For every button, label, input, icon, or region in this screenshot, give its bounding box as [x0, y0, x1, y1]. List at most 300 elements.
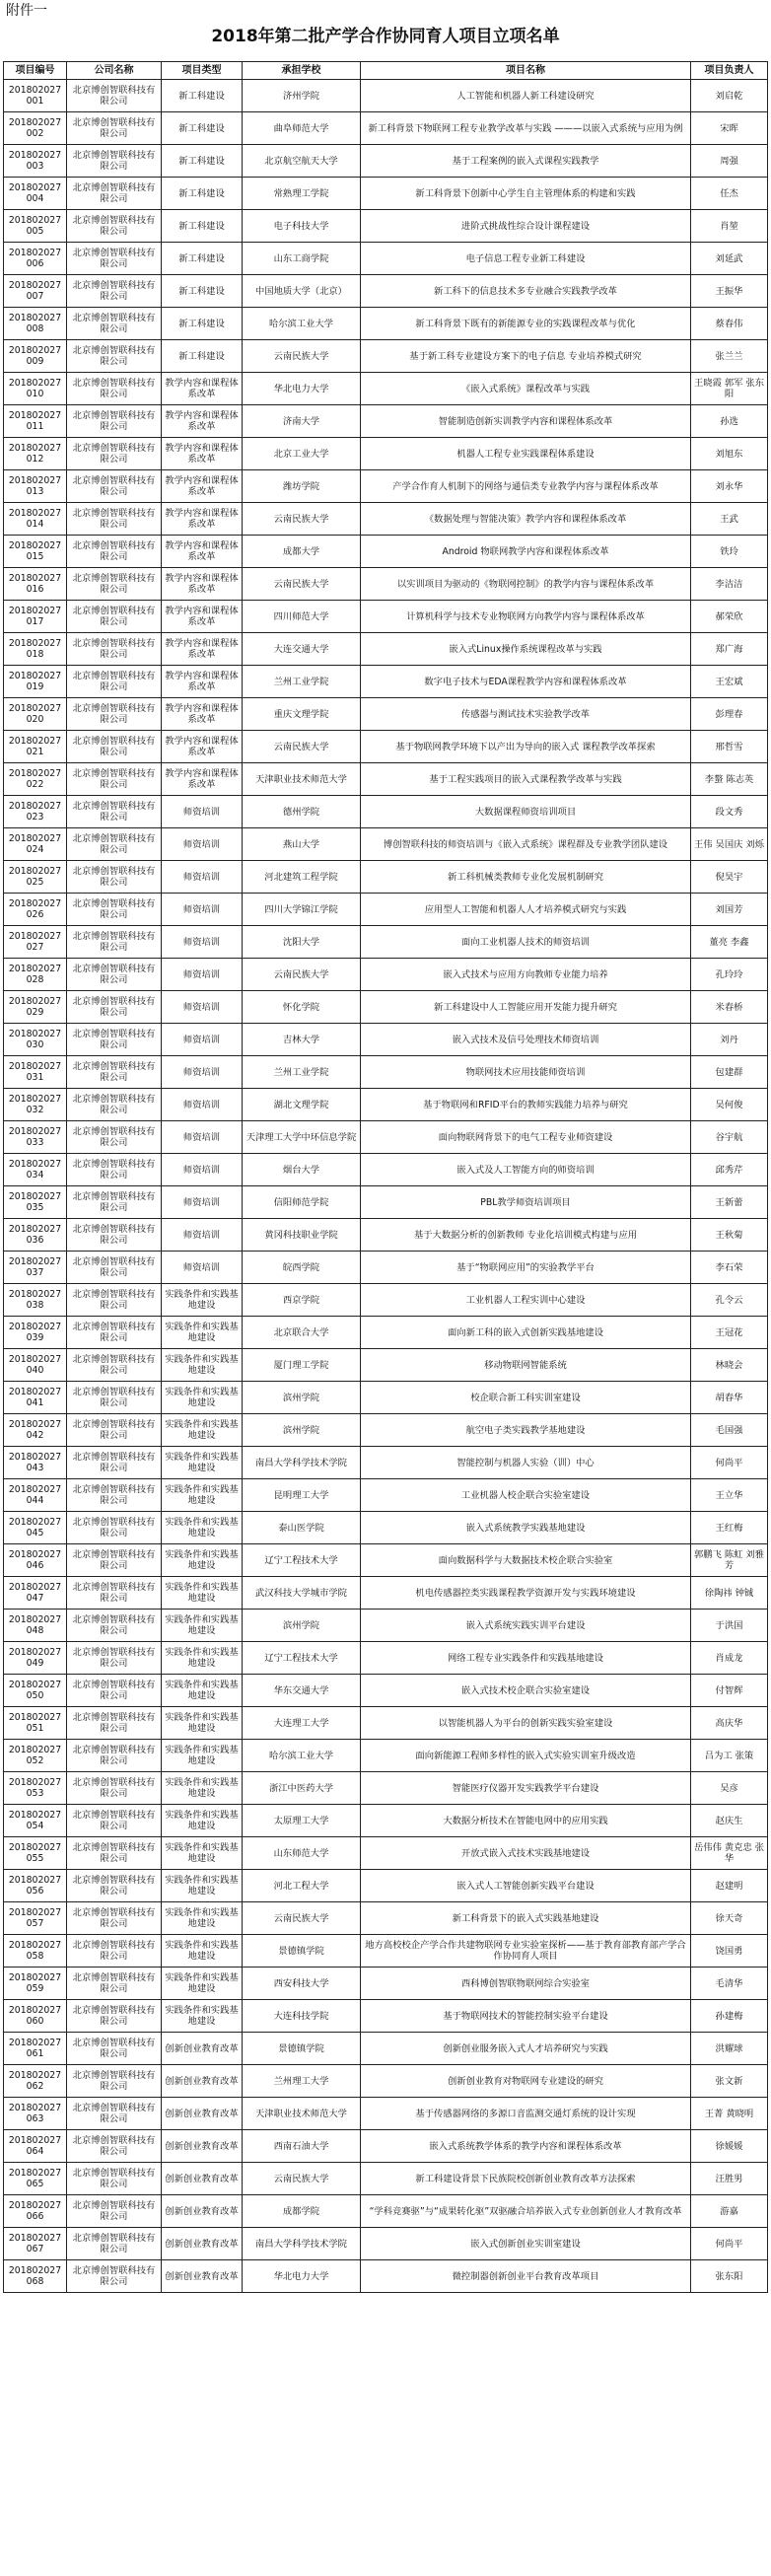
- id-cell: 201802027029: [4, 991, 67, 1024]
- school-cell: 厦门理工学院: [243, 1349, 361, 1382]
- table-row: [4, 438, 768, 470]
- school-cell: 太原理工大学: [243, 1805, 361, 1837]
- table-row: [4, 1675, 768, 1707]
- school-cell: 重庆文理学院: [243, 698, 361, 731]
- project-cell: 嵌入式Linux操作系统课程改革与实践: [361, 633, 691, 666]
- company-cell: 北京博创智联科技有限公司: [67, 1512, 162, 1544]
- project-cell: 新工科机械类教师专业化发展机制研究: [361, 861, 691, 894]
- table-row: [4, 633, 768, 666]
- lead-cell: 孔玲玲: [691, 959, 768, 991]
- lead-cell: 洪耀球: [691, 2033, 768, 2065]
- project-cell: 《嵌入式系统》课程改革与实践: [361, 373, 691, 405]
- type-cell: 实践条件和实践基地建设: [162, 1284, 243, 1317]
- id-cell: 201802027028: [4, 959, 67, 991]
- company-cell: 北京博创智联科技有限公司: [67, 894, 162, 926]
- school-cell: 云南民族大学: [243, 2163, 361, 2195]
- company-cell: 北京博创智联科技有限公司: [67, 666, 162, 698]
- table-row: [4, 1512, 768, 1544]
- lead-cell: 王立华: [691, 1479, 768, 1512]
- company-cell: 北京博创智联科技有限公司: [67, 601, 162, 633]
- id-cell: 201802027049: [4, 1642, 67, 1675]
- table-row: [4, 1252, 768, 1284]
- table-row: [4, 2098, 768, 2130]
- school-cell: 烟台大学: [243, 1154, 361, 1186]
- table-row: [4, 1284, 768, 1317]
- page-title: 2018年第二批产学合作协同育人项目立项名单: [211, 27, 560, 46]
- lead-cell: 李洁洁: [691, 568, 768, 601]
- company-cell: 北京博创智联科技有限公司: [67, 861, 162, 894]
- id-cell: 201802027018: [4, 633, 67, 666]
- lead-cell: 徐天奇: [691, 1902, 768, 1935]
- type-cell: 实践条件和实践基地建设: [162, 1512, 243, 1544]
- project-cell: 基于物联网和RFID平台的教师实践能力培养与研究: [361, 1089, 691, 1121]
- table-row: [4, 1349, 768, 1382]
- company-cell: 北京博创智联科技有限公司: [67, 2228, 162, 2260]
- lead-cell: 王冠花: [691, 1317, 768, 1349]
- table-row: [4, 340, 768, 373]
- type-cell: 实践条件和实践基地建设: [162, 1447, 243, 1479]
- school-cell: 曲阜师范大学: [243, 112, 361, 145]
- school-cell: 南昌大学科学技术学院: [243, 1447, 361, 1479]
- company-cell: 北京博创智联科技有限公司: [67, 1610, 162, 1642]
- id-cell: 201802027061: [4, 2033, 67, 2065]
- school-cell: 南昌大学科学技术学院: [243, 2228, 361, 2260]
- company-cell: 北京博创智联科技有限公司: [67, 796, 162, 828]
- id-cell: 201802027044: [4, 1479, 67, 1512]
- school-cell: 西京学院: [243, 1284, 361, 1317]
- lead-cell: 蔡春伟: [691, 308, 768, 340]
- type-cell: 师资培训: [162, 796, 243, 828]
- type-cell: 教学内容和课程体系改革: [162, 568, 243, 601]
- company-cell: 北京博创智联科技有限公司: [67, 1252, 162, 1284]
- company-cell: 北京博创智联科技有限公司: [67, 1902, 162, 1935]
- school-cell: 山东工商学院: [243, 243, 361, 275]
- id-cell: 201802027027: [4, 926, 67, 959]
- project-cell: 工业机器人工程实训中心建设: [361, 1284, 691, 1317]
- header-cell-type: 项目类型: [162, 62, 243, 80]
- table-row: [4, 2260, 768, 2293]
- table-row: [4, 991, 768, 1024]
- company-cell: 北京博创智联科技有限公司: [67, 1186, 162, 1219]
- lead-cell: 何尚平: [691, 2228, 768, 2260]
- id-cell: 201802027001: [4, 80, 67, 112]
- lead-cell: 任杰: [691, 178, 768, 210]
- project-cell: 进阶式挑战性综合设计课程建设: [361, 210, 691, 243]
- lead-cell: 董亮 李鑫: [691, 926, 768, 959]
- id-cell: 201802027057: [4, 1902, 67, 1935]
- id-cell: 201802027002: [4, 112, 67, 145]
- id-cell: 201802027023: [4, 796, 67, 828]
- type-cell: 师资培训: [162, 926, 243, 959]
- table-row: [4, 1610, 768, 1642]
- lead-cell: 段文秀: [691, 796, 768, 828]
- project-cell: 产学合作育人机制下的网络与通信类专业教学内容与课程体系改革: [361, 470, 691, 503]
- table-row: [4, 1382, 768, 1414]
- lead-cell: 王宏斌: [691, 666, 768, 698]
- type-cell: 师资培训: [162, 894, 243, 926]
- id-cell: 201802027031: [4, 1056, 67, 1089]
- type-cell: 新工科建设: [162, 243, 243, 275]
- lead-cell: 毛国强: [691, 1414, 768, 1447]
- lead-cell: 林晓会: [691, 1349, 768, 1382]
- type-cell: 教学内容和课程体系改革: [162, 763, 243, 796]
- id-cell: 201802027053: [4, 1772, 67, 1805]
- project-cell: 以智能机器人为平台的创新实践实验室建设: [361, 1707, 691, 1740]
- type-cell: 实践条件和实践基地建设: [162, 1642, 243, 1675]
- school-cell: 兰州理工大学: [243, 2065, 361, 2098]
- table-row: [4, 1544, 768, 1577]
- id-cell: 201802027063: [4, 2098, 67, 2130]
- project-cell: 智能医疗仪器开发实践教学平台建设: [361, 1772, 691, 1805]
- type-cell: 实践条件和实践基地建设: [162, 1870, 243, 1902]
- type-cell: 新工科建设: [162, 308, 243, 340]
- school-cell: 北京工业大学: [243, 438, 361, 470]
- header-cell-lead: 项目负责人: [691, 62, 768, 80]
- lead-cell: 于洪国: [691, 1610, 768, 1642]
- school-cell: 天津职业技术师范大学: [243, 763, 361, 796]
- school-cell: 云南民族大学: [243, 959, 361, 991]
- company-cell: 北京博创智联科技有限公司: [67, 828, 162, 861]
- table-row: [4, 1056, 768, 1089]
- lead-cell: 米春桥: [691, 991, 768, 1024]
- company-cell: 北京博创智联科技有限公司: [67, 1805, 162, 1837]
- school-cell: 大连交通大学: [243, 633, 361, 666]
- table-row: [4, 1154, 768, 1186]
- lead-cell: 周强: [691, 145, 768, 178]
- company-cell: 北京博创智联科技有限公司: [67, 178, 162, 210]
- type-cell: 实践条件和实践基地建设: [162, 1707, 243, 1740]
- lead-cell: 张文新: [691, 2065, 768, 2098]
- project-cell: 新工科背景下既有的新能源专业的实践课程改革与优化: [361, 308, 691, 340]
- school-cell: 西南石油大学: [243, 2130, 361, 2163]
- header-cell-project: 项目名称: [361, 62, 691, 80]
- company-cell: 北京博创智联科技有限公司: [67, 373, 162, 405]
- company-cell: 北京博创智联科技有限公司: [67, 243, 162, 275]
- project-cell: 基于工程案例的嵌入式课程实践教学: [361, 145, 691, 178]
- company-cell: 北京博创智联科技有限公司: [67, 2260, 162, 2293]
- school-cell: 西安科技大学: [243, 1968, 361, 2000]
- company-cell: 北京博创智联科技有限公司: [67, 1447, 162, 1479]
- lead-cell: 汪胜男: [691, 2163, 768, 2195]
- school-cell: 昆明理工大学: [243, 1479, 361, 1512]
- project-cell: 开放式嵌入式技术实践基地建设: [361, 1837, 691, 1870]
- school-cell: 华东交通大学: [243, 1675, 361, 1707]
- table-row: [4, 80, 768, 112]
- type-cell: 创新创业教育改革: [162, 2098, 243, 2130]
- table-row: [4, 796, 768, 828]
- company-cell: 北京博创智联科技有限公司: [67, 1935, 162, 1968]
- id-cell: 201802027038: [4, 1284, 67, 1317]
- lead-cell: 刘启乾: [691, 80, 768, 112]
- company-cell: 北京博创智联科技有限公司: [67, 1870, 162, 1902]
- id-cell: 201802027015: [4, 536, 67, 568]
- lead-cell: 孙选: [691, 405, 768, 438]
- lead-cell: 张兰兰: [691, 340, 768, 373]
- id-cell: 201802027012: [4, 438, 67, 470]
- id-cell: 201802027021: [4, 731, 67, 763]
- school-cell: 信阳师范学院: [243, 1186, 361, 1219]
- table-row: [4, 601, 768, 633]
- school-cell: 云南民族大学: [243, 568, 361, 601]
- company-cell: 北京博创智联科技有限公司: [67, 470, 162, 503]
- id-cell: 201802027022: [4, 763, 67, 796]
- company-cell: 北京博创智联科技有限公司: [67, 698, 162, 731]
- project-cell: 面向工业机器人技术的师资培训: [361, 926, 691, 959]
- id-cell: 201802027042: [4, 1414, 67, 1447]
- project-cell: 基于物联网教学环境下以产出为导向的嵌入式 课程教学改革探索: [361, 731, 691, 763]
- type-cell: 创新创业教育改革: [162, 2065, 243, 2098]
- project-cell: 物联网技术应用技能师资培训: [361, 1056, 691, 1089]
- school-cell: 河北工程大学: [243, 1870, 361, 1902]
- school-cell: 哈尔滨工业大学: [243, 1740, 361, 1772]
- lead-cell: 毛清华: [691, 1968, 768, 2000]
- project-cell: 机电传感器控类实践课程教学资源开发与实践环境建设: [361, 1577, 691, 1610]
- id-cell: 201802027052: [4, 1740, 67, 1772]
- id-cell: 201802027010: [4, 373, 67, 405]
- type-cell: 教学内容和课程体系改革: [162, 373, 243, 405]
- table-row: [4, 210, 768, 243]
- project-cell: 基于物联网技术的智能控制实验平台建设: [361, 2000, 691, 2033]
- project-cell: 基于大数据分析的创新教师 专业化培训模式构建与应用: [361, 1219, 691, 1252]
- school-cell: 华北电力大学: [243, 373, 361, 405]
- type-cell: 师资培训: [162, 1056, 243, 1089]
- table-row: [4, 894, 768, 926]
- id-cell: 201802027065: [4, 2163, 67, 2195]
- school-cell: 北京航空航天大学: [243, 145, 361, 178]
- project-cell: 地方高校校企产学合作共建物联网专业实验室探析——基于教育部教育部产学合作协同育人项目: [361, 1935, 691, 1968]
- lead-cell: 徐陶祎 钟铖: [691, 1577, 768, 1610]
- school-cell: 成都大学: [243, 536, 361, 568]
- project-cell: 博创智联科技的师资培训与《嵌入式系统》课程群及专业教学团队建设: [361, 828, 691, 861]
- type-cell: 新工科建设: [162, 178, 243, 210]
- type-cell: 实践条件和实践基地建设: [162, 1740, 243, 1772]
- company-cell: 北京博创智联科技有限公司: [67, 731, 162, 763]
- school-cell: 四川师范大学: [243, 601, 361, 633]
- project-cell: 智能制造创新实训教学内容和课程体系改革: [361, 405, 691, 438]
- type-cell: 教学内容和课程体系改革: [162, 601, 243, 633]
- id-cell: 201802027017: [4, 601, 67, 633]
- table-row: [4, 1902, 768, 1935]
- lead-cell: 何尚平: [691, 1447, 768, 1479]
- company-cell: 北京博创智联科技有限公司: [67, 763, 162, 796]
- id-cell: 201802027008: [4, 308, 67, 340]
- lead-cell: 王秋菊: [691, 1219, 768, 1252]
- type-cell: 教学内容和课程体系改革: [162, 503, 243, 536]
- lead-cell: 肖堃: [691, 210, 768, 243]
- type-cell: 实践条件和实践基地建设: [162, 1610, 243, 1642]
- project-cell: 嵌入式系统教学实践基地建设: [361, 1512, 691, 1544]
- company-cell: 北京博创智联科技有限公司: [67, 1642, 162, 1675]
- table-row: [4, 373, 768, 405]
- school-cell: 怀化学院: [243, 991, 361, 1024]
- lead-cell: 郭鹏飞 陈虹 刘雅芳: [691, 1544, 768, 1577]
- id-cell: 201802027040: [4, 1349, 67, 1382]
- id-cell: 201802027058: [4, 1935, 67, 1968]
- company-cell: 北京博创智联科技有限公司: [67, 405, 162, 438]
- project-table: [3, 61, 768, 2293]
- table-row: [4, 828, 768, 861]
- type-cell: 师资培训: [162, 1121, 243, 1154]
- type-cell: 师资培训: [162, 828, 243, 861]
- type-cell: 新工科建设: [162, 112, 243, 145]
- lead-cell: 铁玲: [691, 536, 768, 568]
- lead-cell: 王伟 吴国庆 刘烁: [691, 828, 768, 861]
- school-cell: 黄冈科技职业学院: [243, 1219, 361, 1252]
- table-row: [4, 405, 768, 438]
- company-cell: 北京博创智联科技有限公司: [67, 1024, 162, 1056]
- type-cell: 新工科建设: [162, 340, 243, 373]
- project-cell: 大数据课程师资培训项目: [361, 796, 691, 828]
- project-cell: 大数据分析技术在智能电网中的应用实践: [361, 1805, 691, 1837]
- school-cell: 大连科技学院: [243, 2000, 361, 2033]
- company-cell: 北京博创智联科技有限公司: [67, 1382, 162, 1414]
- type-cell: 创新创业教育改革: [162, 2228, 243, 2260]
- type-cell: 教学内容和课程体系改革: [162, 536, 243, 568]
- project-cell: 新工科建设背景下民族院校创新创业教育改革方法探索: [361, 2163, 691, 2195]
- company-cell: 北京博创智联科技有限公司: [67, 536, 162, 568]
- company-cell: 北京博创智联科技有限公司: [67, 308, 162, 340]
- table-row: [4, 1479, 768, 1512]
- school-cell: 皖西学院: [243, 1252, 361, 1284]
- id-cell: 201802027056: [4, 1870, 67, 1902]
- project-cell: 工业机器人校企联合实验室建设: [361, 1479, 691, 1512]
- company-cell: 北京博创智联科技有限公司: [67, 1154, 162, 1186]
- company-cell: 北京博创智联科技有限公司: [67, 1740, 162, 1772]
- table-row: [4, 178, 768, 210]
- lead-cell: 吴彦: [691, 1772, 768, 1805]
- company-cell: 北京博创智联科技有限公司: [67, 80, 162, 112]
- table-row: [4, 1772, 768, 1805]
- table-row: [4, 1317, 768, 1349]
- table-row: [4, 1935, 768, 1968]
- table-row: [4, 1805, 768, 1837]
- table-body: [4, 80, 768, 2293]
- project-cell: 新工科背景下物联网工程专业教学改革与实践 ———以嵌入式系统与应用为例: [361, 112, 691, 145]
- table-row: [4, 1968, 768, 2000]
- project-cell: 创新创业服务嵌入式人才培养研究与实践: [361, 2033, 691, 2065]
- table-row: [4, 308, 768, 340]
- company-cell: 北京博创智联科技有限公司: [67, 503, 162, 536]
- table-row: [4, 275, 768, 308]
- table-row: [4, 1219, 768, 1252]
- id-cell: 201802027048: [4, 1610, 67, 1642]
- type-cell: 教学内容和课程体系改革: [162, 633, 243, 666]
- company-cell: 北京博创智联科技有限公司: [67, 112, 162, 145]
- school-cell: 辽宁工程技术大学: [243, 1544, 361, 1577]
- company-cell: 北京博创智联科技有限公司: [67, 991, 162, 1024]
- company-cell: 北京博创智联科技有限公司: [67, 1349, 162, 1382]
- company-cell: 北京博创智联科技有限公司: [67, 2065, 162, 2098]
- lead-cell: 王菁 黄晓明: [691, 2098, 768, 2130]
- school-cell: 云南民族大学: [243, 340, 361, 373]
- lead-cell: 肖成龙: [691, 1642, 768, 1675]
- project-cell: 基于新工科专业建设方案下的电子信息 专业培养模式研究: [361, 340, 691, 373]
- table-row: [4, 926, 768, 959]
- table-row: [4, 698, 768, 731]
- table-row: [4, 1740, 768, 1772]
- company-cell: 北京博创智联科技有限公司: [67, 1544, 162, 1577]
- project-cell: 机器人工程专业实践课程体系建设: [361, 438, 691, 470]
- company-cell: 北京博创智联科技有限公司: [67, 340, 162, 373]
- lead-cell: 邢哲雪: [691, 731, 768, 763]
- table-row: [4, 2195, 768, 2228]
- project-cell: 网络工程专业实践条件和实践基地建设: [361, 1642, 691, 1675]
- table-row: [4, 1089, 768, 1121]
- type-cell: 创新创业教育改革: [162, 2163, 243, 2195]
- lead-cell: 刘旭东: [691, 438, 768, 470]
- table-row: [4, 503, 768, 536]
- id-cell: 201802027046: [4, 1544, 67, 1577]
- type-cell: 实践条件和实践基地建设: [162, 2000, 243, 2033]
- id-cell: 201802027041: [4, 1382, 67, 1414]
- company-cell: 北京博创智联科技有限公司: [67, 1772, 162, 1805]
- lead-cell: 吕为工 张策: [691, 1740, 768, 1772]
- company-cell: 北京博创智联科技有限公司: [67, 145, 162, 178]
- type-cell: 创新创业教育改革: [162, 2195, 243, 2228]
- annex-label: 附件一: [6, 3, 47, 19]
- type-cell: 教学内容和课程体系改革: [162, 438, 243, 470]
- type-cell: 师资培训: [162, 861, 243, 894]
- company-cell: 北京博创智联科技有限公司: [67, 633, 162, 666]
- lead-cell: 胡春华: [691, 1382, 768, 1414]
- project-cell: 校企联合新工科实训室建设: [361, 1382, 691, 1414]
- id-cell: 201802027024: [4, 828, 67, 861]
- type-cell: 实践条件和实践基地建设: [162, 1544, 243, 1577]
- project-cell: 嵌入式系统实践实训平台建设: [361, 1610, 691, 1642]
- id-cell: 201802027064: [4, 2130, 67, 2163]
- id-cell: 201802027050: [4, 1675, 67, 1707]
- project-cell: 数字电子技术与EDA课程教学内容和课程体系改革: [361, 666, 691, 698]
- lead-cell: 高庆华: [691, 1707, 768, 1740]
- school-cell: 泰山医学院: [243, 1512, 361, 1544]
- company-cell: 北京博创智联科技有限公司: [67, 1837, 162, 1870]
- id-cell: 201802027035: [4, 1186, 67, 1219]
- table-row: [4, 2000, 768, 2033]
- lead-cell: 饶国勇: [691, 1935, 768, 1968]
- school-cell: 哈尔滨工业大学: [243, 308, 361, 340]
- table-row: [4, 1121, 768, 1154]
- project-cell: 嵌入式人工智能创新实践平台建设: [361, 1870, 691, 1902]
- lead-cell: 王晓霞 郭军 张东阳: [691, 373, 768, 405]
- school-cell: 天津理工大学中环信息学院: [243, 1121, 361, 1154]
- lead-cell: 王振华: [691, 275, 768, 308]
- project-cell: 以实训项目为驱动的《物联网控制》的教学内容与课程体系改革: [361, 568, 691, 601]
- id-cell: 201802027068: [4, 2260, 67, 2293]
- type-cell: 教学内容和课程体系改革: [162, 405, 243, 438]
- type-cell: 实践条件和实践基地建设: [162, 1805, 243, 1837]
- id-cell: 201802027062: [4, 2065, 67, 2098]
- lead-cell: 谷宇航: [691, 1121, 768, 1154]
- type-cell: 创新创业教育改革: [162, 2033, 243, 2065]
- company-cell: 北京博创智联科技有限公司: [67, 1317, 162, 1349]
- type-cell: 教学内容和课程体系改革: [162, 666, 243, 698]
- id-cell: 201802027004: [4, 178, 67, 210]
- school-cell: 北京联合大学: [243, 1317, 361, 1349]
- type-cell: 创新创业教育改革: [162, 2130, 243, 2163]
- school-cell: 济州学院: [243, 80, 361, 112]
- project-cell: 西科博创智联物联网综合实验室: [361, 1968, 691, 2000]
- project-cell: 基于工程实践项目的嵌入式课程教学改革与实践: [361, 763, 691, 796]
- project-cell: 传感器与测试技术实验教学改革: [361, 698, 691, 731]
- type-cell: 实践条件和实践基地建设: [162, 1837, 243, 1870]
- id-cell: 201802027007: [4, 275, 67, 308]
- lead-cell: 刘丹: [691, 1024, 768, 1056]
- company-cell: 北京博创智联科技有限公司: [67, 1219, 162, 1252]
- lead-cell: 赵建明: [691, 1870, 768, 1902]
- project-cell: 面向新能源工程师多样性的嵌入式实验实训室升级改造: [361, 1740, 691, 1772]
- id-cell: 201802027051: [4, 1707, 67, 1740]
- school-cell: 滨州学院: [243, 1382, 361, 1414]
